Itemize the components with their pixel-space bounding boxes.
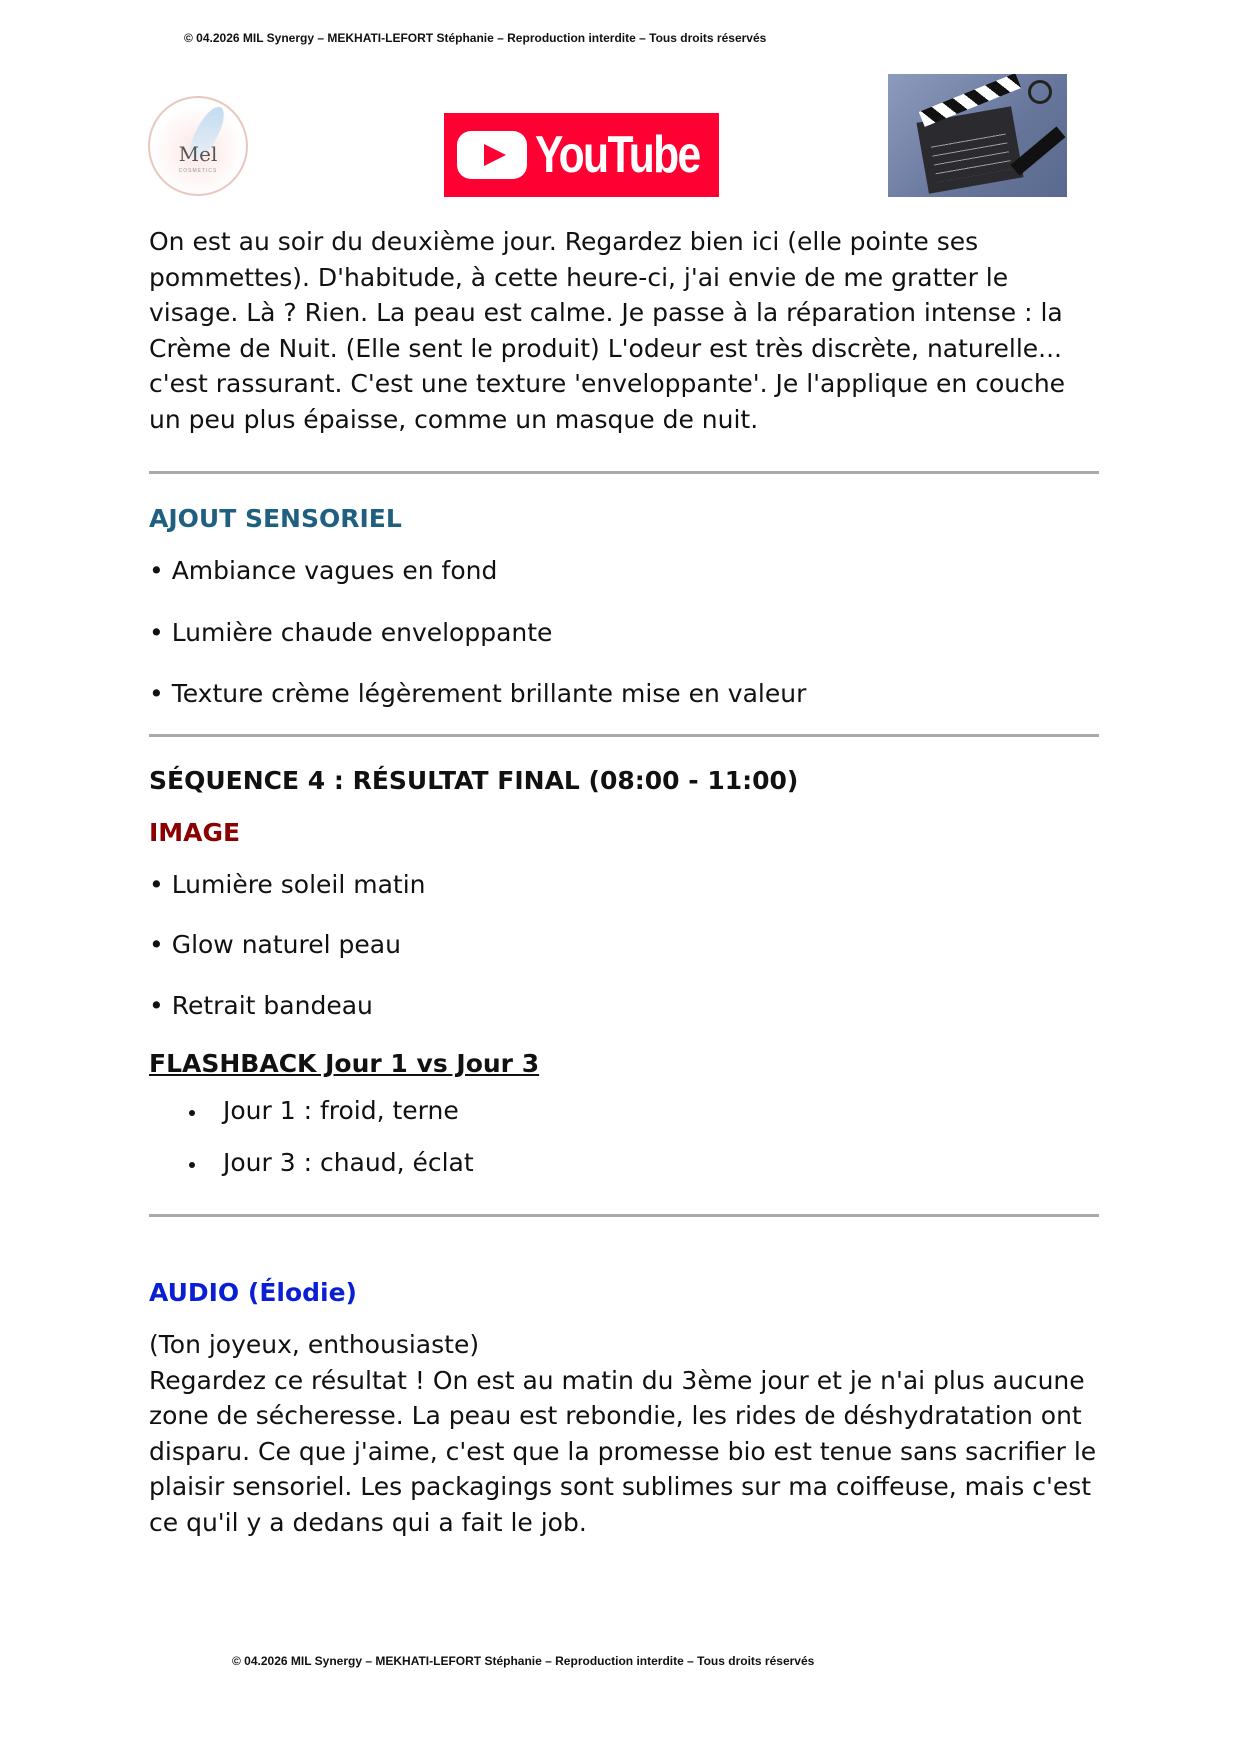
audio-tone: (Ton joyeux, enthousiaste) [149,1330,480,1359]
image-item: • Glow naturel peau [149,930,401,959]
audio-text: Regardez ce résultat ! On est au matin du 3ème jour et je n'ai plus aucune zone de sécheresse. La peau est rebondie, les rides de déshydratation ont disparu. Ce que j'aime, c'est que la promesse bio est tenue sans sacrifier le plaisir sensoriel. Les packagings sont sublimes sur ma coiffeuse, mais c'est ce qu'il y a dedans qui a fait le job. [149,1365,1097,1537]
sensory-heading: AJOUT SENSORIEL [149,504,402,533]
image-item: • Lumière soleil matin [149,869,426,899]
image-heading: IMAGE [149,817,241,847]
list-item: Jour 3 : chaud, éclat [149,1145,1099,1180]
scissors-icon [1028,80,1052,104]
youtube-wordmark: YouTube [535,126,700,184]
footer-copyright: © 04.2026 MIL Synergy – MEKHATI-LEFORT Stéphanie – Reproduction interdite – Tous droits réservés [232,1654,815,1668]
mel-cosmetics-logo [148,96,248,196]
divider [149,1214,1099,1217]
intro-paragraph: On est au soir du deuxième jour. Regardez bien ici (elle pointe ses pommettes). D'habitude, à cette heure-ci, j'ai envie de me gratter le visage. Là ? Rien. La peau est calme. Je passe à la réparation intense : la Crème de Nuit. (Elle sent le produit) L'odeur est très discrète, naturelle... c'est rassurant. C'est une texture 'enveloppante'. Je l'applique en couche un peu plus épaisse, comme un masque de nuit. [149,227,1066,434]
divider [149,734,1099,737]
list-item: Jour 1 : froid, terne [149,1093,1099,1128]
clapperboard-image [888,74,1067,197]
document-body [149,224,1099,1540]
sensory-item: • Texture crème légèrement brillante mise en valeur [149,679,807,708]
logo-subtext: COSMETICS [178,168,218,174]
sensory-item: • Lumière chaude enveloppante [149,617,553,647]
divider [149,471,1099,474]
play-icon [457,131,527,179]
sensory-item: • Ambiance vagues en fond [149,556,498,585]
image-item: • Retrait bandeau [149,990,373,1020]
flashback-list [149,1093,1099,1180]
header-copyright: © 04.2026 MIL Synergy – MEKHATI-LEFORT Stéphanie – Reproduction interdite – Tous droits réservés [184,31,767,45]
sequence-heading: SÉQUENCE 4 : RÉSULTAT FINAL (08:00 - 11:00) [149,765,799,795]
audio-heading: AUDIO (Élodie) [149,1278,357,1307]
youtube-logo [444,113,719,197]
flashback-heading: FLASHBACK Jour 1 vs Jour 3 [149,1049,540,1078]
logo-text: Mel [178,142,218,166]
